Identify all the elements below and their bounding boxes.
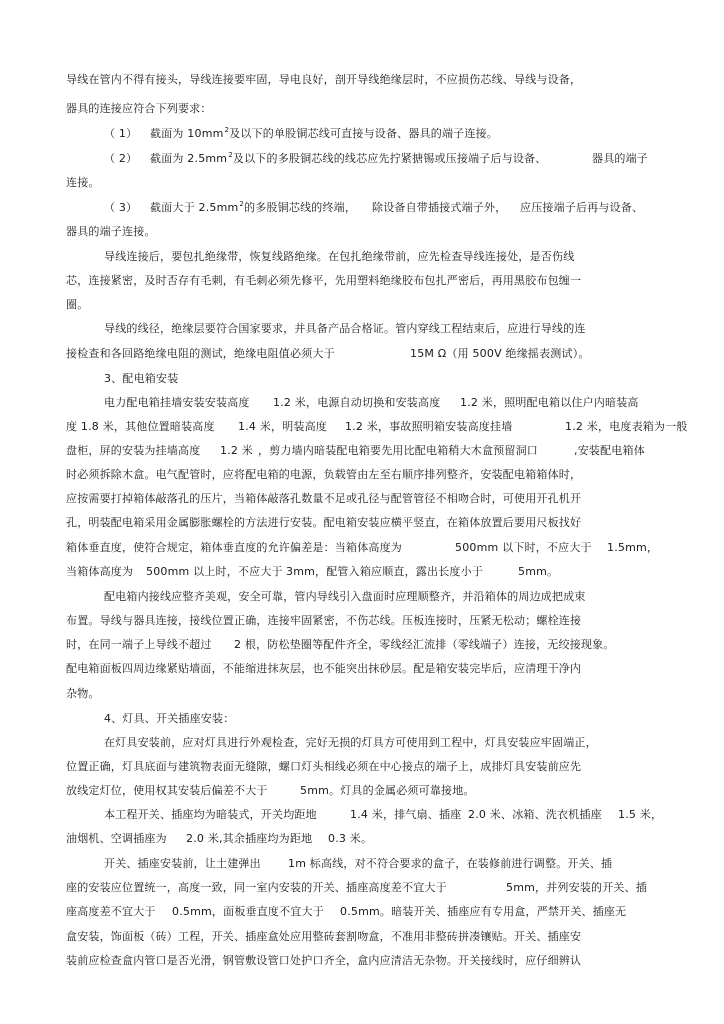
text-line: 油烟机、空调插座为 2.0 米,其余插座均为距地 0.3 米。 xyxy=(66,832,373,845)
text-line: 连接。 xyxy=(66,176,100,189)
list-item-3: （ 3） 截面大于 $2.5mm^2$的多股铜芯线的终端， 除设备自带插接式端子外， 应压接端子后再与设备、 xyxy=(104,200,644,214)
text-line: 接检查和各回路绝缘电阻的测试，绝缘电阻值必须大于 15M Ω（用 500V 绝缘摇表测试）。 xyxy=(66,347,590,360)
text-line: 位置正确，灯具底面与建筑物表面无缝隙，螺口灯头相线必须在中心接点的端子上，成排灯具安装前应先 xyxy=(66,760,582,773)
text-line: 应按需要打掉箱体敲落孔的压片，当箱体敲落孔数量不足或孔径与配管管径不相吻合时，可使用开孔机开 xyxy=(66,492,582,505)
text-line: 配电箱面板四周边缘紧贴墙面，不能缩进抹灰层，也不能突出抹砂层。配是箱安装完毕后，应清理干净内 xyxy=(66,662,582,675)
text-line: 在灯具安装前，应对灯具进行外观检查，完好无损的灯具方可使用到工程中，灯具安装应牢固端正， xyxy=(104,736,597,749)
text-line: 导线连接后，要包扎绝缘带，恢复线路绝缘。在包扎绝缘带前，应先检查导线连接处，是否伤线 xyxy=(104,250,575,263)
section-heading: 3、配电箱安装 xyxy=(104,372,179,385)
text-line: 放线定灯位，使用权其安装后偏差不大于 5mm。灯具的金属必须可靠接地。 xyxy=(66,784,475,797)
text-line: 布置。导线与器具连接，接线位置正确，连接牢固紧密，不伤芯线。压板连接时，压紧无松动；螺栓连接 xyxy=(66,614,582,627)
text-line: 电力配电箱挂墙安装安装高度 1.2 米，电源自动切换和安装高度 1.2 米，照明配电箱以住户内暗装高 xyxy=(104,396,639,409)
text-line: 盘柜，屏的安装为挂墙高度 1.2 米 ，剪力墙内暗装配电箱要先用比配电箱稍大木盒预留洞口 ,安装配电箱体 xyxy=(66,444,645,457)
text-line: 盒安装，饰面板（砖）工程，开关、插座盒处应用整砖套割吻盒，不准用非整砖拼凑镶贴。开关、插座安 xyxy=(66,930,582,943)
text-line: 器具的连接应符合下列要求： xyxy=(66,102,212,115)
text-line: 座的安装应位置统一，高度一致，同一室内安装的开关、插座高度差不宜大于 5mm，并列安装的开关、插 xyxy=(66,881,648,894)
text-line: 箱体垂直度，使符合规定，箱体垂直度的允许偏差是：当箱体高度为 500mm 以下时，不应大于 1.5mm， xyxy=(66,541,659,554)
text-line: 芯，连接紧密，及时否存有毛刺，有毛刺必须先修平，先用塑料绝缘胶布包扎严密后，再用黑胶布包缠一 xyxy=(66,274,582,287)
list-item-2: （ 2） 截面为 $2.5mm^2$及以下的多股铜芯线的线芯应先拧紧搪锡或压接端子后与设备、 器具的端子 xyxy=(104,151,648,165)
text-line: 导线的线径，绝缘层要符合国家要求，并具备产品合格证。管内穿线工程结束后，应进行导线的连 xyxy=(104,322,586,335)
text-line: 导线在管内不得有接头，导线连接要牢固，导电良好，剖开导线绝缘层时，不应损伤芯线、导线与设备， xyxy=(66,73,582,86)
text-line: 度 1.8 米，其他位置暗装高度 1.4 米，明装高度 1.2 米，事故照明箱安装高度挂墙 1.2 米，电度表箱为一般 xyxy=(66,420,688,433)
text-line: 时，在同一端子上导线不超过 2 根，防松垫圈等配件齐全，零线经汇流排（零线端子）连接，无绞接现象。 xyxy=(66,638,615,651)
text-line: 杂物。 xyxy=(66,687,100,700)
text-line: 本工程开关、插座均为暗装式，开关均距地 1.4 米，排气扇、插座 2.0 米、冰箱、洗衣机插座 1.5 米， xyxy=(104,808,663,821)
text-line: 器具的端子连接。 xyxy=(66,225,156,238)
text-line: 圈。 xyxy=(66,298,89,311)
text-line: 配电箱内接线应整齐美观，安全可靠，管内导线引入盘面时应理顺整齐，并沿箱体的周边成把成束 xyxy=(104,590,586,603)
section-heading: 4、灯具、开关插座安装： xyxy=(104,712,235,725)
text-line: 时必须拆除木盒。电气配管时，应将配电箱的电源，负载管由左至右顺序排列整齐，安装配电箱箱体时， xyxy=(66,468,582,481)
list-item-1: （ 1） 截面为 $10mm^2$及以下的单股铜芯线可直接与设备、器具的端子连接。 xyxy=(104,126,498,140)
text-line: 孔，明装配电箱采用金属膨胀螺栓的方法进行安装。配电箱安装应横平竖直，在箱体放置后要用尺板找好 xyxy=(66,516,582,529)
text-line: 开关、插座安装前，让土建弹出 1m 标高线，对不符合要求的盒子，在装修前进行调整。开关、插 xyxy=(104,857,613,870)
text-line: 当箱体高度为 500mm 以上时，不应大于 3mm，配管入箱应顺直，露出长度小于 5mm。 xyxy=(66,565,559,578)
text-line: 装前应检查盒内管口是否光滑，钢管敷设管口处护口齐全，盒内应清洁无杂物。开关接线时，应仔细辨认 xyxy=(66,954,582,967)
text-line: 座高度差不宜大于 0.5mm，面板垂直度不宜大于 0.5mm。暗装开关、插座应有专用盒，严禁开关、插座无 xyxy=(66,905,627,918)
